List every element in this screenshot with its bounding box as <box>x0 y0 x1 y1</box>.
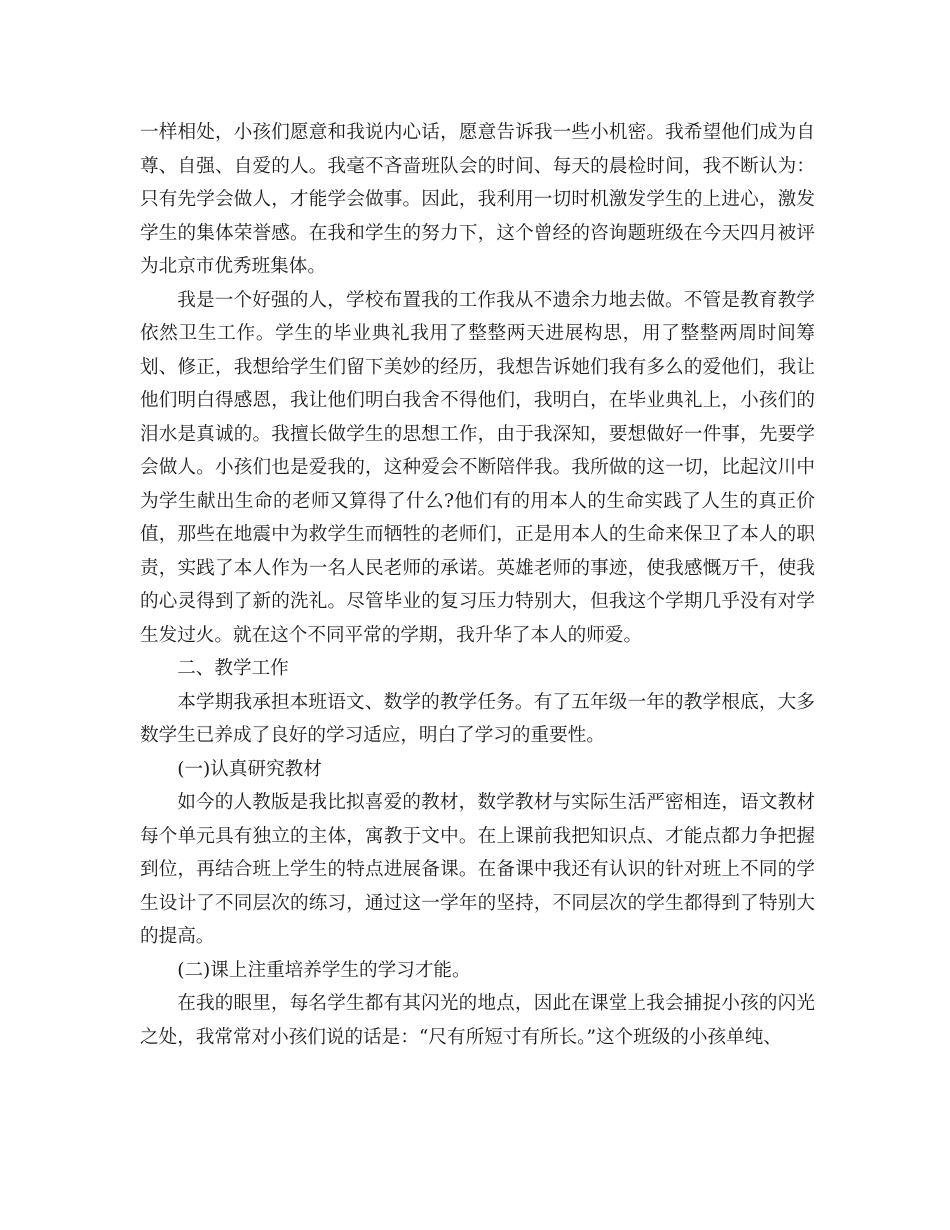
paragraph-4: 如今的人教版是我比拟喜爱的教材，数学教材与实际生活严密相连，语文教材每个单元具有独立的主体，寓教于文中。在上课前我把知识点、才能点都力争把握到位，再结合班上学生的特点进展备课。在备课中我还有认识的针对班上不同的学生设计了不同层次的练习，通过这一学年的坚持，不同层次的学生都得到了特别大的提高。 <box>140 792 815 947</box>
subheading-learning-ability: (二)课上注重培养学生的学习才能。 <box>177 959 471 981</box>
document-body <box>140 116 815 1054</box>
section-heading-teaching-work: 二、教学工作 <box>177 658 289 679</box>
paragraph-5: 在我的眼里，每名学生都有其闪光的地点，因此在课堂上我会捕捉小孩的闪光之处，我常常对小孩们说的话是：“尺有所短寸有所长。”这个班级的小孩单纯、 <box>140 993 815 1048</box>
paragraph-1: 一样相处，小孩们愿意和我说内心话，愿意告诉我一些小机密。我希望他们成为自尊、自强、自爱的人。我毫不吝啬班队会的时间、每天的晨检时间，我不断认为：只有先学会做人，才能学会做事。因此，我利用一切时机激发学生的上进心，激发学生的集体荣誉感。在我和学生的努力下，这个曾经的咨询题班级在今天四月被评为北京市优秀班集体。 <box>140 122 815 277</box>
paragraph-3: 本学期我承担本班语文、数学的教学任务。有了五年级一年的教学根底，大多数学生已养成了良好的学习适应，明白了学习的重要性。 <box>140 691 815 746</box>
paragraph-2: 我是一个好强的人，学校布置我的工作我从不遗余力地去做。不管是教育教学依然卫生工作。学生的毕业典礼我用了整整两天进展构思，用了整整两周时间筹划、修正，我想给学生们留下美妙的经历，我想告诉她们我有多么的爱他们，我让他们明白得感恩，我让他们明白我舍不得他们，我明白，在毕业典礼上，小孩们的泪水是真诚的。我擅长做学生的思想工作，由于我深知，要想做好一件事，先要学会做人。小孩们也是爱我的，这种爱会不断陪伴我。我所做的这一切，比起汶川中为学生献出生命的老师又算得了什么?他们有的用本人的生命实践了人生的真正价值，那些在地震中为救学生而牺牲的老师们，正是用本人的生命来保卫了本人的职责，实践了本人作为一名人民老师的承诺。英雄老师的事迹，使我感慨万千，使我的心灵得到了新的洗礼。尽管毕业的复习压力特别大，但我这个学期几乎没有对学生发过火。就在这个不同平常的学期，我升华了本人的师爱。 <box>140 289 815 646</box>
subheading-study-textbook: (一)认真研究教材 <box>177 758 322 780</box>
